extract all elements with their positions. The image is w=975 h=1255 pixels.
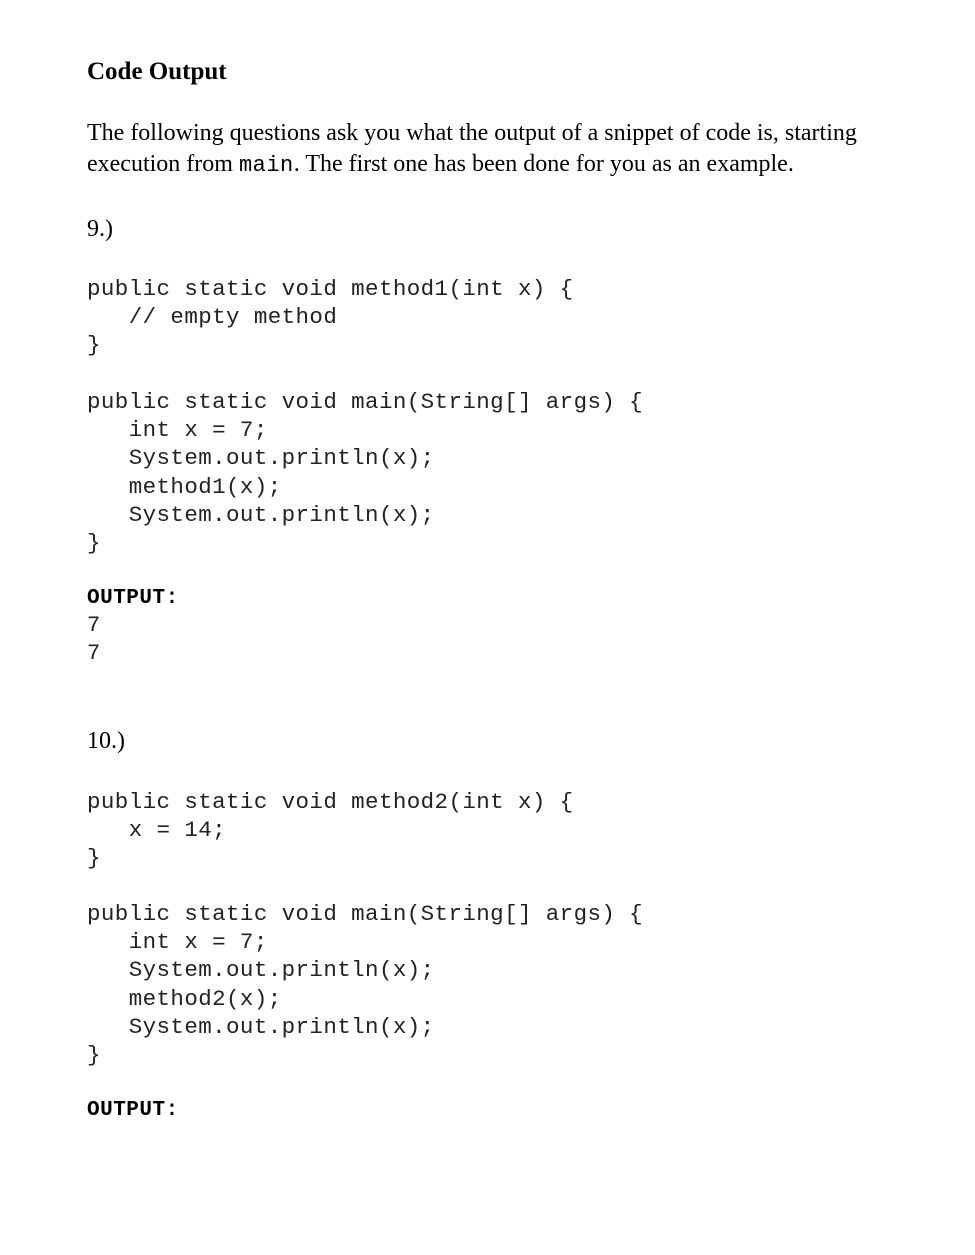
- intro-paragraph: [87, 118, 907, 181]
- code-block-method2: public static void method2(int x) { x = 14; }: [87, 789, 574, 872]
- intro-line-1: The following questions ask you what the output of a snippet of code is, starting: [87, 120, 857, 146]
- intro-line-2: [87, 149, 907, 181]
- code-block-main-10: public static void main(String[] args) { int x = 7; System.out.println(x); method2(x); System.out.println(x); }: [87, 901, 644, 1069]
- output-label-10: OUTPUT:: [87, 1099, 179, 1122]
- output-values-9: 7 7: [87, 613, 101, 667]
- inline-code-main: main: [238, 153, 294, 178]
- page-title: Code Output: [87, 58, 227, 85]
- intro-line-2-end: . The first one has been done for you as an example.: [293, 151, 794, 177]
- question-number-10: 10.): [87, 728, 125, 754]
- output-label-9: OUTPUT:: [87, 587, 179, 610]
- code-block-method1: public static void method1(int x) { // empty method }: [87, 276, 574, 359]
- intro-line-2-start: execution from: [87, 151, 239, 177]
- code-block-main-9: public static void main(String[] args) { int x = 7; System.out.println(x); method1(x); System.out.println(x); }: [87, 389, 644, 557]
- question-number-9: 9.): [87, 216, 113, 242]
